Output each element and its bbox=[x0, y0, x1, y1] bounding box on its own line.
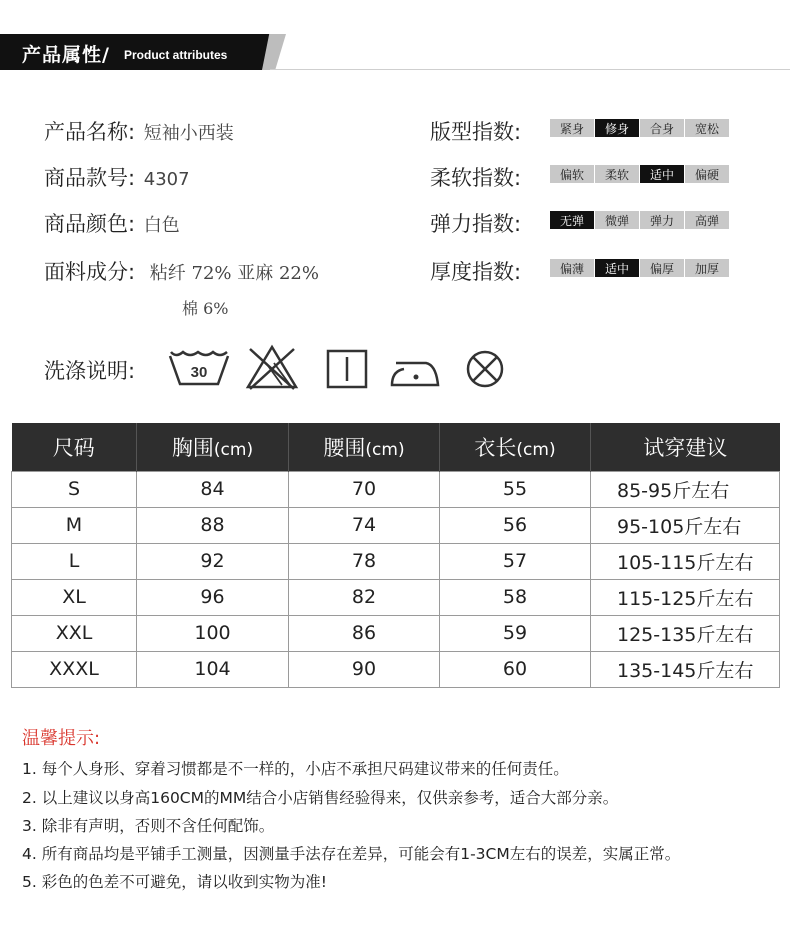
index-scale bbox=[550, 259, 729, 277]
table-cell: 96 bbox=[137, 579, 289, 615]
table-cell: 92 bbox=[137, 543, 289, 579]
header-text: 尺码 bbox=[52, 435, 95, 460]
attr-value: 短袖小西装 bbox=[143, 123, 234, 144]
index-option: 紧身 bbox=[550, 119, 594, 137]
no-bleach-icon bbox=[244, 343, 300, 391]
section-header bbox=[0, 34, 790, 70]
index-option: 偏薄 bbox=[550, 259, 594, 277]
table-cell: 74 bbox=[289, 507, 440, 543]
table-cell: L bbox=[12, 543, 137, 579]
iron-low-icon bbox=[390, 349, 444, 389]
header-unit: (cm) bbox=[516, 439, 556, 460]
table-cell: S bbox=[12, 471, 137, 507]
index-option-selected: 适中 bbox=[640, 165, 684, 183]
table-cell: 78 bbox=[289, 543, 440, 579]
index-option: 偏厚 bbox=[640, 259, 684, 277]
size-table-header-cell bbox=[591, 423, 780, 471]
table-row bbox=[12, 507, 780, 543]
table-cell: 86 bbox=[289, 615, 440, 651]
table-cell: 100 bbox=[137, 615, 289, 651]
table-cell: 58 bbox=[440, 579, 591, 615]
index-option: 合身 bbox=[640, 119, 684, 137]
table-cell: 55 bbox=[440, 471, 591, 507]
table-cell: XXL bbox=[12, 615, 137, 651]
table-cell: 115-125斤左右 bbox=[591, 579, 780, 615]
header-text: 胸围 bbox=[171, 435, 214, 460]
attr-label: 产品名称: bbox=[44, 120, 136, 144]
header-divider bbox=[270, 69, 790, 70]
index-label: 柔软指数: bbox=[430, 166, 522, 190]
tips-title: 温馨提示: bbox=[22, 728, 101, 749]
header-text: 腰围 bbox=[323, 435, 366, 460]
index-label: 版型指数: bbox=[430, 120, 522, 144]
table-cell: XXXL bbox=[12, 651, 137, 687]
attr-color bbox=[44, 208, 180, 238]
table-row bbox=[12, 543, 780, 579]
fabric-line-2: 棉 6% bbox=[182, 299, 229, 318]
table-cell: 88 bbox=[137, 507, 289, 543]
index-option: 偏软 bbox=[550, 165, 594, 183]
size-table-header-cell bbox=[12, 423, 137, 471]
table-cell: 56 bbox=[440, 507, 591, 543]
size-table-header-cell bbox=[440, 423, 591, 471]
attr-label: 商品颜色: bbox=[44, 212, 136, 236]
table-row bbox=[12, 651, 780, 687]
table-cell: 57 bbox=[440, 543, 591, 579]
table-row bbox=[12, 615, 780, 651]
table-cell: M bbox=[12, 507, 137, 543]
table-cell: 60 bbox=[440, 651, 591, 687]
index-option-selected: 无弹 bbox=[550, 211, 594, 229]
index-option-selected: 适中 bbox=[595, 259, 639, 277]
table-cell: XL bbox=[12, 579, 137, 615]
size-table-header-cell bbox=[289, 423, 440, 471]
tip-item: 5. 彩色的色差不可避免，请以收到实物为准! bbox=[22, 873, 327, 891]
attr-value: 4307 bbox=[143, 169, 190, 190]
no-dry-clean-icon bbox=[465, 349, 505, 389]
index-option: 宽松 bbox=[685, 119, 729, 137]
table-row bbox=[12, 471, 780, 507]
washing-label: 洗涤说明: bbox=[44, 359, 136, 383]
index-option: 柔软 bbox=[595, 165, 639, 183]
table-cell: 104 bbox=[137, 651, 289, 687]
table-cell: 135-145斤左右 bbox=[591, 651, 780, 687]
wash-temperature: 30 bbox=[190, 364, 208, 381]
index-option: 高弹 bbox=[685, 211, 729, 229]
attr-model-number bbox=[44, 162, 190, 192]
size-table-header-row bbox=[12, 423, 780, 471]
table-cell: 59 bbox=[440, 615, 591, 651]
size-table bbox=[11, 423, 780, 688]
header-title-en: Product attributes bbox=[124, 48, 228, 62]
fabric-line-1: 粘纤 72% 亚麻 22% bbox=[149, 263, 319, 284]
table-row bbox=[12, 579, 780, 615]
table-cell: 70 bbox=[289, 471, 440, 507]
size-table-header-cell bbox=[137, 423, 289, 471]
table-cell: 85-95斤左右 bbox=[591, 471, 780, 507]
tip-item: 1. 每个人身形、穿着习惯都是不一样的，小店不承担尺码建议带来的任何责任。 bbox=[22, 760, 569, 778]
table-cell: 125-135斤左右 bbox=[591, 615, 780, 651]
attr-product-name bbox=[44, 116, 234, 146]
index-option: 加厚 bbox=[685, 259, 729, 277]
table-cell: 95-105斤左右 bbox=[591, 507, 780, 543]
tip-item: 4. 所有商品均是平铺手工测量，因测量手法存在差异，可能会有1-3CM左右的误差，实属正常。 bbox=[22, 845, 681, 863]
table-cell: 90 bbox=[289, 651, 440, 687]
tip-item: 3. 除非有声明，否则不含任何配饰。 bbox=[22, 817, 275, 835]
attr-fabric bbox=[44, 256, 319, 286]
header-text: 衣长 bbox=[474, 435, 517, 460]
tip-item: 2. 以上建议以身高160CM的MM结合小店销售经验得来，仅供亲参考，适合大部分亲。 bbox=[22, 789, 619, 807]
header-title-cn: 产品属性/ bbox=[22, 44, 110, 66]
wash-30-icon bbox=[168, 348, 230, 388]
hang-dry-icon bbox=[326, 349, 368, 389]
header-unit: (cm) bbox=[365, 439, 405, 460]
index-label: 弹力指数: bbox=[430, 212, 522, 236]
index-option: 微弹 bbox=[595, 211, 639, 229]
table-cell: 105-115斤左右 bbox=[591, 543, 780, 579]
index-option-selected: 修身 bbox=[595, 119, 639, 137]
attr-label: 商品款号: bbox=[44, 166, 136, 190]
header-text: 试穿建议 bbox=[643, 435, 728, 460]
index-scale bbox=[550, 119, 729, 137]
index-label: 厚度指数: bbox=[430, 260, 522, 284]
header-unit: (cm) bbox=[213, 439, 254, 460]
index-option: 偏硬 bbox=[685, 165, 729, 183]
table-cell: 82 bbox=[289, 579, 440, 615]
index-scale bbox=[550, 211, 729, 229]
index-option: 弹力 bbox=[640, 211, 684, 229]
table-cell: 84 bbox=[137, 471, 289, 507]
attr-value: 白色 bbox=[143, 215, 180, 236]
index-scale bbox=[550, 165, 729, 183]
attr-label: 面料成分: bbox=[44, 260, 136, 284]
